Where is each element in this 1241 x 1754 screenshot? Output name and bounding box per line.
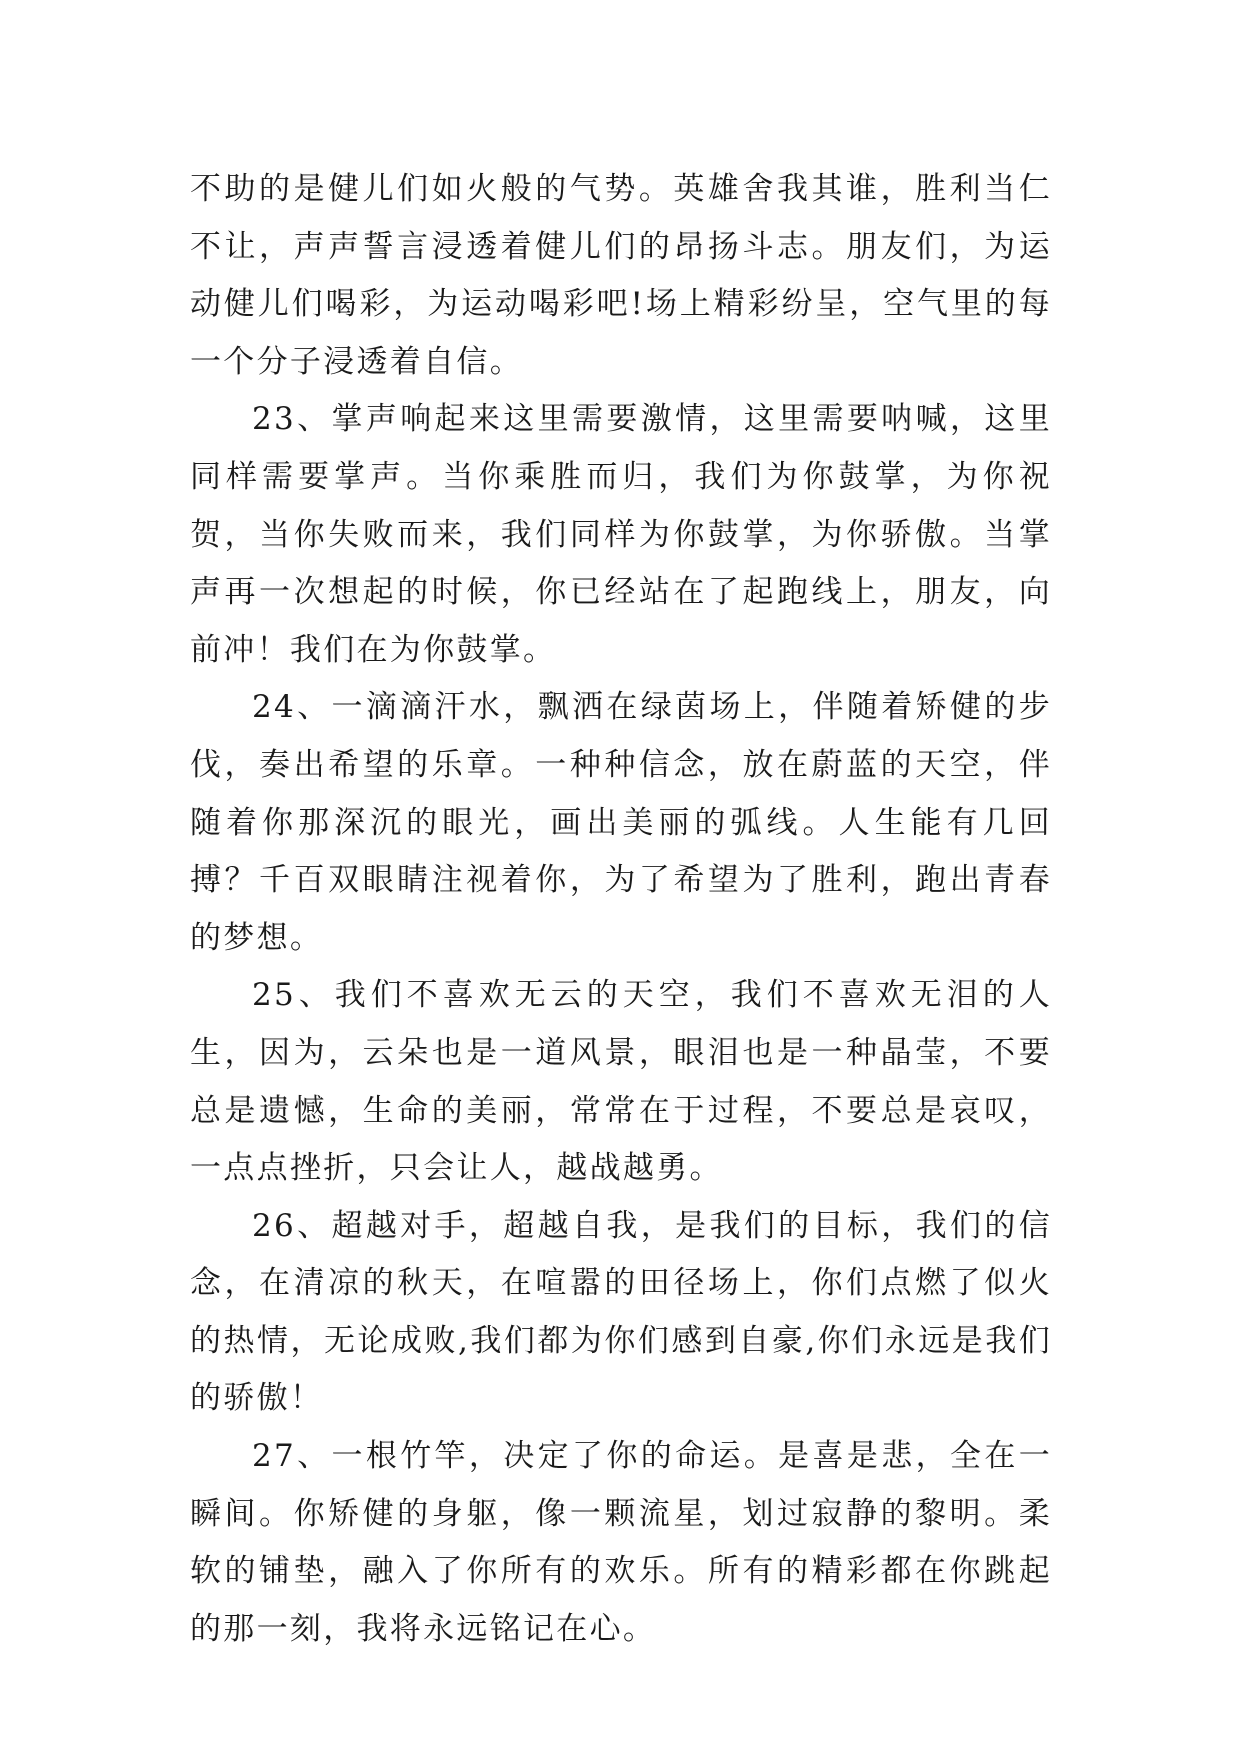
paragraph-continuation: 不助的是健儿们如火般的气势。英雄舍我其谁，胜利当仁不让，声声誓言浸透着健儿们的昂扬斗志。朋友们，为运动健儿们喝彩，为运动喝彩吧!场上精彩纷呈，空气里的每一个分子浸透着自信。: [190, 171, 1052, 380]
paragraph-23: 23、掌声响起来这里需要激情，这里需要呐喊，这里同样需要掌声。当你乘胜而归，我们为你鼓掌，为你祝贺，当你失败而来，我们同样为你鼓掌，为你骄傲。当掌声再一次想起的时候，你已经站在了起跑线上，朋友，向前冲！我们在为你鼓掌。: [190, 401, 1052, 668]
paragraph-25: 25、我们不喜欢无云的天空，我们不喜欢无泪的人生，因为，云朵也是一道风景，眼泪也是一种晶莹，不要总是遗憾，生命的美丽，常常在于过程，不要总是哀叹，一点点挫折，只会让人，越战越勇。: [190, 977, 1052, 1187]
paragraph-27: 27、一根竹竿，决定了你的命运。是喜是悲，全在一瞬间。你矫健的身躯，像一颗流星，划过寂静的黎明。柔软的铺垫，融入了你所有的欢乐。所有的精彩都在你跳起的那一刻，我将永远铭记在心。: [190, 1438, 1052, 1647]
paragraph-24: 24、一滴滴汗水，飘洒在绿茵场上，伴随着矫健的步伐，奏出希望的乐章。一种种信念，放在蔚蓝的天空，伴随着你那深沉的眼光，画出美丽的弧线。人生能有几回搏？千百双眼睛注视着你，为了希望为了胜利，跑出青春的梦想。: [190, 689, 1052, 956]
document-body: [190, 161, 1052, 1658]
paragraph-26: 26、超越对手，超越自我，是我们的目标，我们的信念，在清凉的秋天，在喧嚣的田径场上，你们点燃了似火的热情，无论成败,我们都为你们感到自豪,你们永远是我们的骄傲！: [190, 1207, 1052, 1417]
